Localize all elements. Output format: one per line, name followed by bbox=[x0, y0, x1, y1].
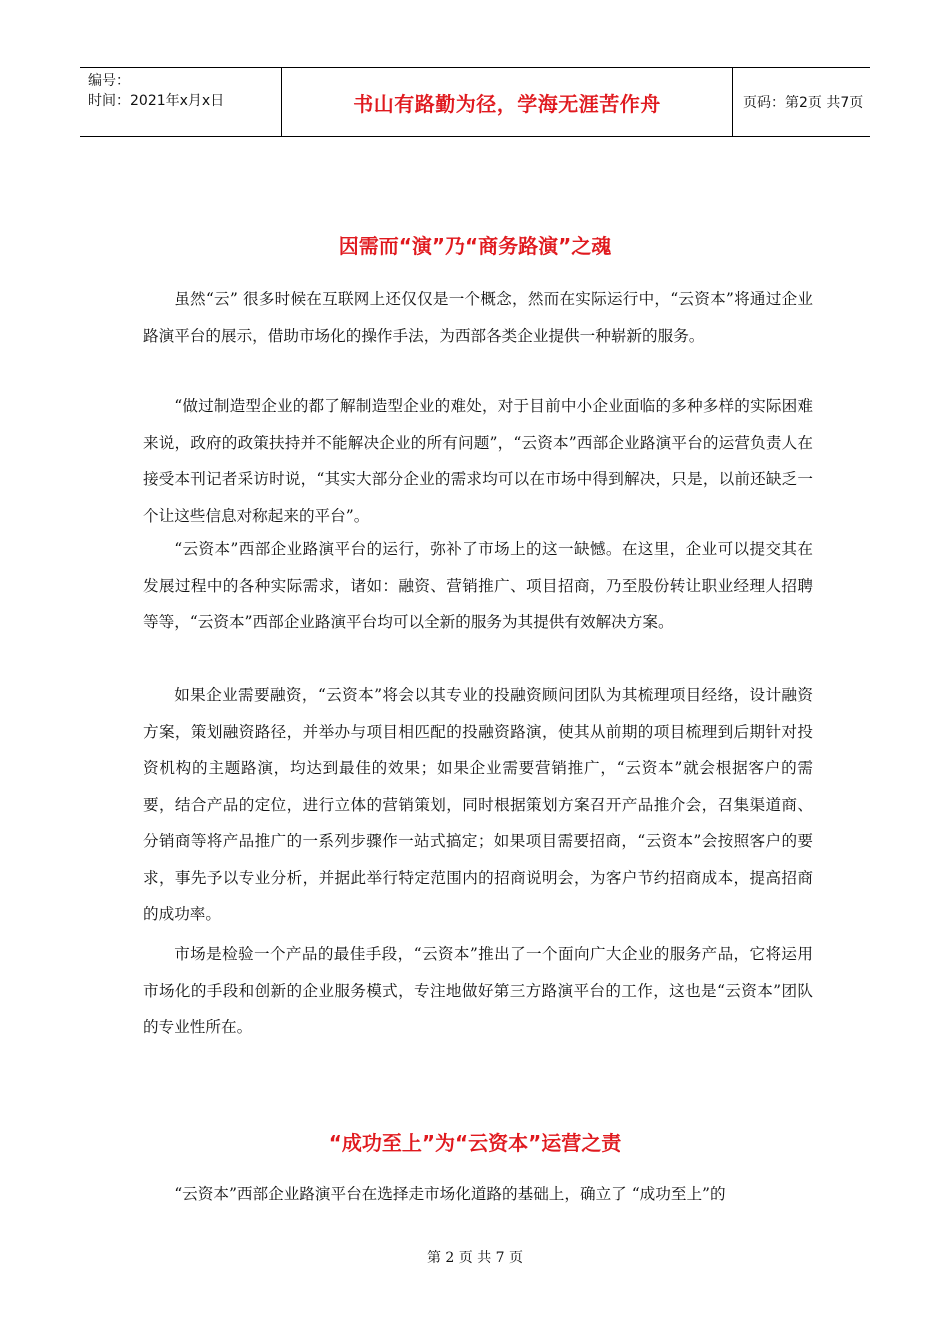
header-meta bbox=[80, 68, 280, 136]
paragraph: “云资本”西部企业路演平台在选择走市场化道路的基础上，确立了 “成功至上”的 bbox=[174, 1185, 726, 1203]
header-motto: 书山有路勤为径，学海无涯苦作舟 bbox=[281, 68, 733, 136]
paragraph: “做过制造型企业的都了解制造型企业的难处，对于目前中小企业面临的多种多样的实际困难来说，政府的政策扶持并不能解决企业的所有问题”，“云资本”西部企业路演平台的运营负责人在接受本刊记者采访时说，“其实大部分企业的需求均可以在市场中得到解决，只是，以前还缺乏一个让这些信息对称起来的平台”。 bbox=[143, 397, 813, 525]
paragraph: 市场是检验一个产品的最佳手段，“云资本”推出了一个面向广大企业的服务产品，它将运用市场化的手段和创新的企业服务模式，专注地做好第三方路演平台的工作，这也是“云资本”团队的专业性所在。 bbox=[143, 945, 813, 1036]
header-table bbox=[80, 67, 870, 137]
section-title-1: 因需而“演”乃“商务路演”之魂 bbox=[338, 234, 612, 258]
section-title-2: “成功至上”为“云资本”运营之责 bbox=[328, 1131, 622, 1155]
header-page-code: 页码：第2页 共7页 bbox=[743, 95, 864, 111]
number-label: 编号： bbox=[88, 73, 130, 89]
paragraph: 如果企业需要融资，“云资本”将会以其专业的投融资顾问团队为其梳理项目经络，设计融资方案，策划融资路径，并举办与项目相匹配的投融资路演，使其从前期的项目梳理到后期针对投资机构的主题路演，均达到最佳的效果；如果企业需要营销推广，“云资本”就会根据客户的需要，结合产品的定位，进行立体的营销策划，同时根据策划方案召开产品推介会，召集渠道商、分销商等将产品推广的一系列步骤作一站式搞定；如果项目需要招商，“云资本”会按照客户的要求，事先予以专业分析，并据此举行特定范围内的招商说明会，为客户节约招商成本，提高招商的成功率。 bbox=[143, 686, 813, 923]
page-footer: 第 2 页 共 7 页 bbox=[426, 1250, 524, 1266]
time-label: 时间：2021年x月x日 bbox=[88, 93, 225, 109]
paragraph: 虽然“云” 很多时候在互联网上还仅仅是一个概念，然而在实际运行中，“云资本”将通过企业路演平台的展示，借助市场化的操作手法，为西部各类企业提供一种崭新的服务。 bbox=[143, 290, 813, 345]
paragraph: “云资本”西部企业路演平台的运行，弥补了市场上的这一缺憾。在这里，企业可以提交其在发展过程中的各种实际需求，诸如：融资、营销推广、项目招商，乃至股份转让职业经理人招聘等等，“云资本”西部企业路演平台均可以全新的服务为其提供有效解决方案。 bbox=[143, 540, 813, 631]
